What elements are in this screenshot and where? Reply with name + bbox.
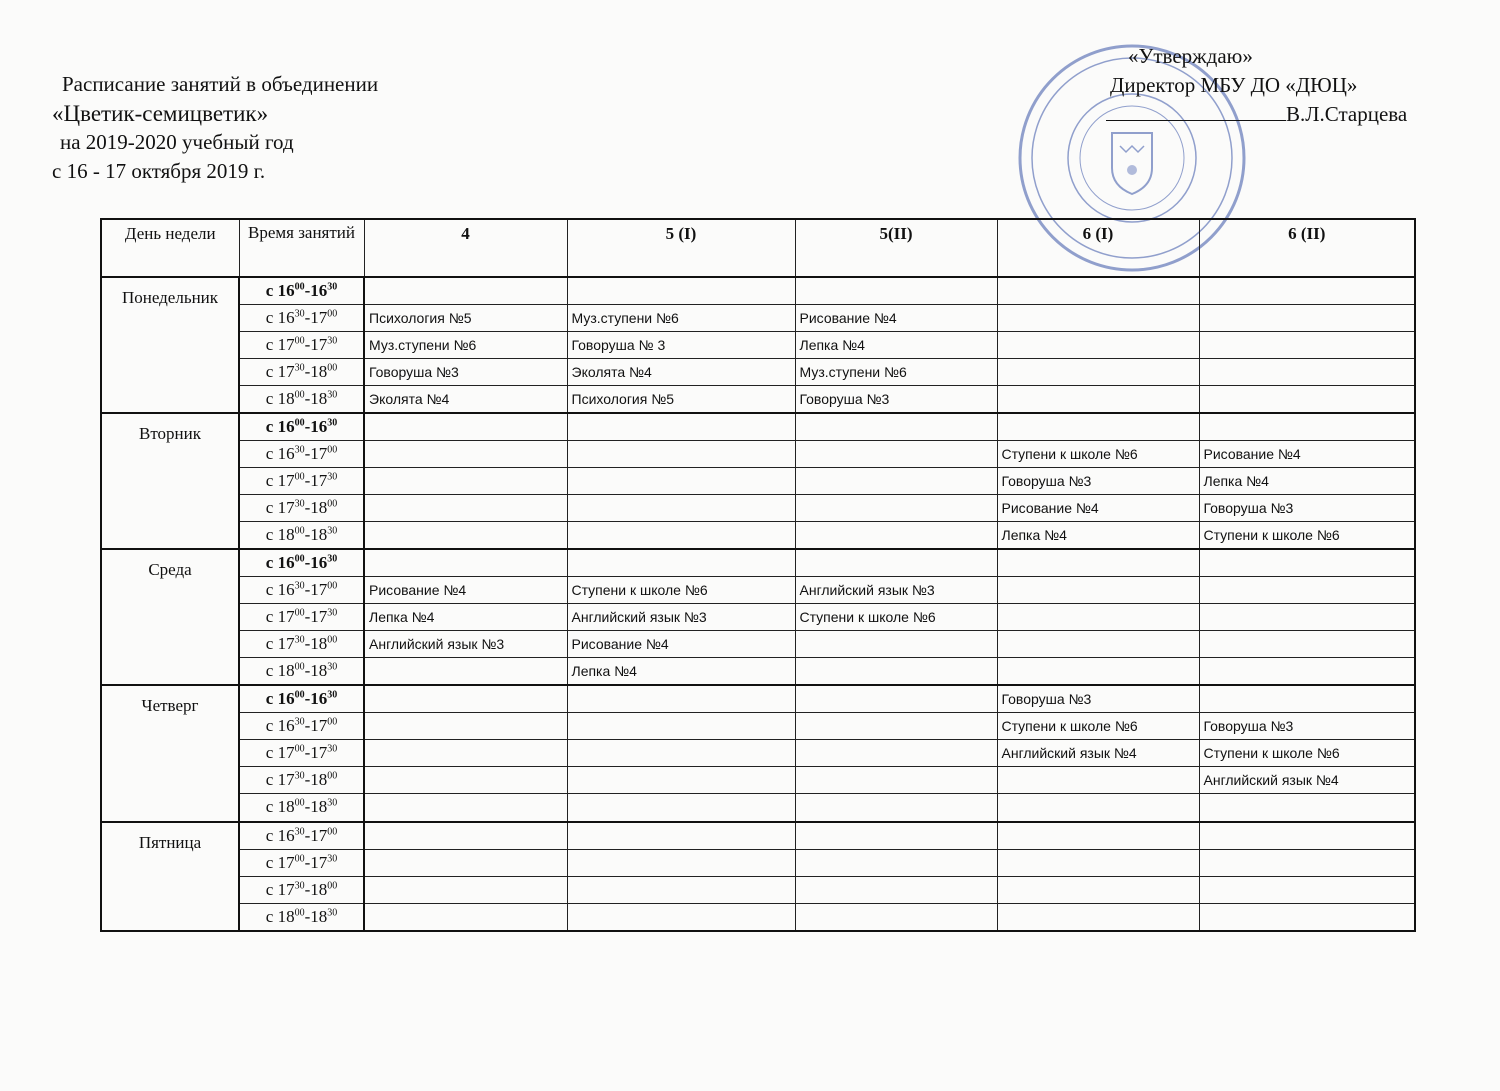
time-start-min: 00 [294,335,305,347]
lesson-cell [567,903,795,931]
table-row [101,713,1415,740]
day-name: Понедельник [101,277,239,413]
time-end-min: 30 [327,281,338,293]
time-slot: с $17^{30}-18^{00}$ [239,631,364,658]
lesson-cell [795,522,997,550]
lesson-cell: Говоруша № 3 [567,332,795,359]
table-row [101,604,1415,631]
lesson-cell [567,794,795,822]
lesson-cell: Лепка №4 [567,658,795,686]
lesson-cell [1199,577,1415,604]
table-row [101,386,1415,414]
lesson-cell [1199,413,1415,441]
header-group-5-2: 5(II) [795,219,997,277]
time-end-min: 30 [327,607,338,619]
time-end-hour: 17 [310,335,328,355]
time-end-hour: 16 [310,281,328,301]
time-start-hour: 17 [277,879,295,899]
lesson-cell: Муз.ступени №6 [567,305,795,332]
lesson-cell [795,495,997,522]
time-start-min: 00 [294,852,305,864]
lesson-cell [567,876,795,903]
time-end-hour: 18 [310,525,328,545]
lesson-cell [1199,549,1415,577]
time-end-min: 30 [327,389,338,401]
lesson-cell: Говоруша №3 [364,359,567,386]
time-end-hour: 17 [310,607,328,627]
lesson-cell [364,903,567,931]
lesson-cell [795,740,997,767]
lesson-cell: Лепка №4 [1199,468,1415,495]
time-end-hour: 16 [310,417,328,437]
table-row [101,332,1415,359]
time-end-hour: 17 [310,580,328,600]
lesson-cell: Муз.ступени №6 [795,359,997,386]
lesson-cell [364,522,567,550]
time-start-min: 30 [294,879,305,891]
time-slot: с $18^{00}-18^{30}$ [239,386,364,414]
time-start-min: 00 [294,797,305,809]
time-end-hour: 17 [310,308,328,328]
lesson-cell [567,441,795,468]
lesson-cell: Говоруша №3 [1199,495,1415,522]
day-name: Пятница [101,822,239,932]
lesson-cell [795,441,997,468]
table-row [101,522,1415,550]
lesson-cell [1199,658,1415,686]
table-row [101,468,1415,495]
lesson-cell [997,305,1199,332]
lesson-cell [364,549,567,577]
time-end-min: 30 [327,553,338,565]
lesson-cell: Ступени к школе №6 [997,441,1199,468]
time-end-hour: 17 [310,716,328,736]
time-end-min: 30 [327,852,338,864]
time-end-min: 00 [327,634,338,646]
lesson-cell [567,713,795,740]
time-start-hour: 17 [277,852,295,872]
time-start-min: 30 [294,770,305,782]
lesson-cell [364,794,567,822]
lesson-cell [795,468,997,495]
lesson-cell: Лепка №4 [364,604,567,631]
time-end-hour: 17 [310,444,328,464]
lesson-cell [1199,359,1415,386]
signature-underline [1106,102,1286,121]
time-start-hour: 16 [277,689,295,709]
time-start-min: 00 [294,689,305,701]
lesson-cell: Говоруша №3 [997,468,1199,495]
time-slot: с $17^{00}-17^{30}$ [239,849,364,876]
title-line-2: «Цветик-семицветик» [52,101,269,126]
time-start-hour: 17 [277,634,295,654]
lesson-cell [795,794,997,822]
lesson-cell [1199,604,1415,631]
lesson-cell [364,767,567,794]
lesson-cell: Английский язык №3 [364,631,567,658]
time-slot: с $16^{00}-16^{30}$ [239,277,364,305]
lesson-cell [1199,685,1415,713]
lesson-cell [997,658,1199,686]
time-end-min: 30 [327,907,338,919]
lesson-cell [364,822,567,850]
lesson-cell [997,822,1199,850]
signature-line [1100,100,1407,129]
table-row [101,305,1415,332]
time-end-hour: 17 [310,852,328,872]
lesson-cell [795,631,997,658]
lesson-cell: Эколята №4 [364,386,567,414]
lesson-cell [997,577,1199,604]
time-end-min: 30 [327,335,338,347]
lesson-cell: Лепка №4 [997,522,1199,550]
time-end-hour: 18 [310,797,328,817]
lesson-cell [997,332,1199,359]
title-line-4: с 16 - 17 октября 2019 г. [52,159,266,183]
time-slot: с $17^{00}-17^{30}$ [239,468,364,495]
time-end-hour: 18 [310,634,328,654]
lesson-cell: Английский язык №4 [1199,767,1415,794]
table-row [101,658,1415,686]
lesson-cell [364,876,567,903]
signature-name: В.Л.Старцева [1286,102,1408,126]
header-group-5-1: 5 (I) [567,219,795,277]
table-row [101,441,1415,468]
time-end-hour: 18 [310,362,328,382]
time-slot: с $17^{30}-18^{00}$ [239,359,364,386]
time-end-hour: 18 [310,661,328,681]
table-row [101,767,1415,794]
schedule-table [100,218,1416,932]
lesson-cell [1199,822,1415,850]
lesson-cell [997,413,1199,441]
table-row [101,849,1415,876]
header-time: Время занятий [239,219,364,277]
time-end-hour: 18 [310,498,328,518]
title-line-1: Расписание занятий в объединении [62,72,379,96]
time-start-min: 30 [294,362,305,374]
time-end-hour: 18 [310,770,328,790]
time-end-min: 30 [327,417,338,429]
lesson-cell [567,685,795,713]
time-start-min: 00 [294,525,305,537]
table-row [101,822,1415,850]
time-end-min: 00 [327,362,338,374]
time-slot: с $16^{30}-17^{00}$ [239,441,364,468]
time-end-hour: 16 [310,553,328,573]
time-start-min: 30 [294,634,305,646]
time-end-hour: 18 [310,906,328,926]
schedule-title-block [52,70,378,186]
lesson-cell: Эколята №4 [567,359,795,386]
lesson-cell [997,277,1199,305]
time-slot: с $17^{00}-17^{30}$ [239,332,364,359]
lesson-cell: Рисование №4 [1199,441,1415,468]
time-start-min: 00 [294,743,305,755]
lesson-cell [567,849,795,876]
lesson-cell [795,767,997,794]
table-header-row [101,219,1415,277]
time-start-hour: 16 [277,716,295,736]
lesson-cell [795,713,997,740]
time-slot: с $17^{00}-17^{30}$ [239,604,364,631]
lesson-cell: Ступени к школе №6 [1199,522,1415,550]
time-end-min: 00 [327,308,338,320]
time-start-hour: 17 [277,335,295,355]
time-slot: с $17^{00}-17^{30}$ [239,740,364,767]
lesson-cell: Говоруша №3 [1199,713,1415,740]
lesson-cell [1199,794,1415,822]
time-start-hour: 16 [277,444,295,464]
lesson-cell [364,495,567,522]
time-start-hour: 16 [277,281,295,301]
lesson-cell [997,549,1199,577]
time-start-hour: 18 [277,797,295,817]
lesson-cell [567,468,795,495]
time-start-hour: 18 [277,389,295,409]
time-start-hour: 18 [277,525,295,545]
time-end-min: 30 [327,743,338,755]
table-row [101,685,1415,713]
lesson-cell [567,522,795,550]
time-slot: с $18^{00}-18^{30}$ [239,522,364,550]
time-end-hour: 16 [310,689,328,709]
lesson-cell [997,386,1199,414]
time-slot: с $16^{00}-16^{30}$ [239,685,364,713]
lesson-cell [567,277,795,305]
time-end-min: 00 [327,498,338,510]
lesson-cell: Английский язык №3 [795,577,997,604]
lesson-cell: Лепка №4 [795,332,997,359]
lesson-cell: Ступени к школе №6 [997,713,1199,740]
time-end-hour: 18 [310,389,328,409]
time-start-min: 00 [294,471,305,483]
lesson-cell: Ступени к школе №6 [1199,740,1415,767]
table-row [101,549,1415,577]
time-start-hour: 17 [277,743,295,763]
lesson-cell [795,658,997,686]
lesson-cell [997,794,1199,822]
time-slot: с $18^{00}-18^{30}$ [239,658,364,686]
time-start-min: 30 [294,580,305,592]
lesson-cell [567,822,795,850]
lesson-cell [795,876,997,903]
table-row [101,359,1415,386]
lesson-cell [795,413,997,441]
time-start-min: 30 [294,825,305,837]
approval-block [1100,42,1407,129]
time-start-hour: 17 [277,607,295,627]
time-end-min: 30 [327,471,338,483]
lesson-cell: Рисование №4 [795,305,997,332]
time-end-min: 30 [327,525,338,537]
time-start-hour: 16 [277,417,295,437]
table-row [101,794,1415,822]
lesson-cell [364,441,567,468]
time-slot: с $16^{30}-17^{00}$ [239,577,364,604]
lesson-cell [364,413,567,441]
lesson-cell [1199,631,1415,658]
time-start-min: 30 [294,716,305,728]
lesson-cell: Английский язык №3 [567,604,795,631]
time-slot: с $16^{00}-16^{30}$ [239,413,364,441]
lesson-cell [567,767,795,794]
lesson-cell: Рисование №4 [567,631,795,658]
time-start-hour: 17 [277,770,295,790]
time-start-min: 00 [294,661,305,673]
time-slot: с $16^{30}-17^{00}$ [239,713,364,740]
time-start-min: 00 [294,907,305,919]
lesson-cell [364,685,567,713]
day-name: Среда [101,549,239,685]
time-end-hour: 17 [310,825,328,845]
time-end-min: 00 [327,716,338,728]
lesson-cell [997,631,1199,658]
time-start-min: 00 [294,281,305,293]
lesson-cell [795,822,997,850]
table-row [101,631,1415,658]
time-slot: с $17^{30}-18^{00}$ [239,767,364,794]
lesson-cell [364,277,567,305]
time-end-min: 00 [327,879,338,891]
director-label: Директор МБУ ДО «ДЮЦ» [1110,73,1358,97]
table-row [101,903,1415,931]
lesson-cell [795,685,997,713]
lesson-cell [364,658,567,686]
time-start-min: 00 [294,553,305,565]
header-day: День недели [101,219,239,277]
lesson-cell [997,903,1199,931]
time-start-hour: 17 [277,362,295,382]
header-group-4: 4 [364,219,567,277]
lesson-cell [1199,277,1415,305]
lesson-cell: Говоруша №3 [997,685,1199,713]
lesson-cell: Ступени к школе №6 [567,577,795,604]
lesson-cell [1199,849,1415,876]
approve-label: «Утверждаю» [1128,44,1253,68]
time-slot: с $17^{30}-18^{00}$ [239,495,364,522]
day-name: Вторник [101,413,239,549]
time-start-min: 30 [294,308,305,320]
time-slot: с $16^{30}-17^{00}$ [239,822,364,850]
time-slot: с $16^{30}-17^{00}$ [239,305,364,332]
lesson-cell [997,359,1199,386]
lesson-cell: Психология №5 [364,305,567,332]
lesson-cell [997,849,1199,876]
time-end-hour: 17 [310,471,328,491]
time-end-hour: 17 [310,743,328,763]
lesson-cell [364,740,567,767]
table-row [101,495,1415,522]
time-start-hour: 16 [277,825,295,845]
lesson-cell: Говоруша №3 [795,386,997,414]
lesson-cell [567,549,795,577]
time-start-hour: 17 [277,498,295,518]
lesson-cell: Рисование №4 [364,577,567,604]
lesson-cell [1199,876,1415,903]
lesson-cell [795,849,997,876]
time-slot: с $18^{00}-18^{30}$ [239,903,364,931]
lesson-cell [1199,332,1415,359]
time-end-min: 00 [327,825,338,837]
time-slot: с $17^{30}-18^{00}$ [239,876,364,903]
time-start-hour: 16 [277,308,295,328]
time-end-min: 30 [327,689,338,701]
header-group-6-2: 6 (II) [1199,219,1415,277]
lesson-cell [567,740,795,767]
day-name: Четверг [101,685,239,821]
time-slot: с $16^{00}-16^{30}$ [239,549,364,577]
time-start-hour: 18 [277,661,295,681]
table-row [101,277,1415,305]
lesson-cell: Муз.ступени №6 [364,332,567,359]
lesson-cell [795,903,997,931]
title-line-3: на 2019-2020 учебный год [60,130,294,154]
time-slot: с $18^{00}-18^{30}$ [239,794,364,822]
lesson-cell [795,277,997,305]
table-row [101,577,1415,604]
time-end-min: 00 [327,770,338,782]
table-row [101,740,1415,767]
time-start-hour: 17 [277,471,295,491]
time-start-min: 00 [294,417,305,429]
time-end-min: 00 [327,580,338,592]
time-start-hour: 16 [277,580,295,600]
time-start-min: 30 [294,498,305,510]
lesson-cell [795,549,997,577]
lesson-cell: Английский язык №4 [997,740,1199,767]
lesson-cell [1199,305,1415,332]
lesson-cell [567,495,795,522]
time-start-min: 30 [294,444,305,456]
lesson-cell [567,413,795,441]
lesson-cell [997,604,1199,631]
lesson-cell: Ступени к школе №6 [795,604,997,631]
table-row [101,876,1415,903]
time-end-min: 30 [327,797,338,809]
lesson-cell [1199,386,1415,414]
lesson-cell [997,767,1199,794]
time-start-hour: 18 [277,906,295,926]
lesson-cell: Рисование №4 [997,495,1199,522]
lesson-cell [997,876,1199,903]
lesson-cell [364,713,567,740]
time-end-min: 30 [327,661,338,673]
header-group-6-1: 6 (I) [997,219,1199,277]
time-start-hour: 16 [277,553,295,573]
lesson-cell [364,849,567,876]
time-start-min: 00 [294,607,305,619]
lesson-cell [1199,903,1415,931]
lesson-cell [364,468,567,495]
table-row [101,413,1415,441]
time-end-hour: 18 [310,879,328,899]
time-end-min: 00 [327,444,338,456]
lesson-cell: Психология №5 [567,386,795,414]
time-start-min: 00 [294,389,305,401]
